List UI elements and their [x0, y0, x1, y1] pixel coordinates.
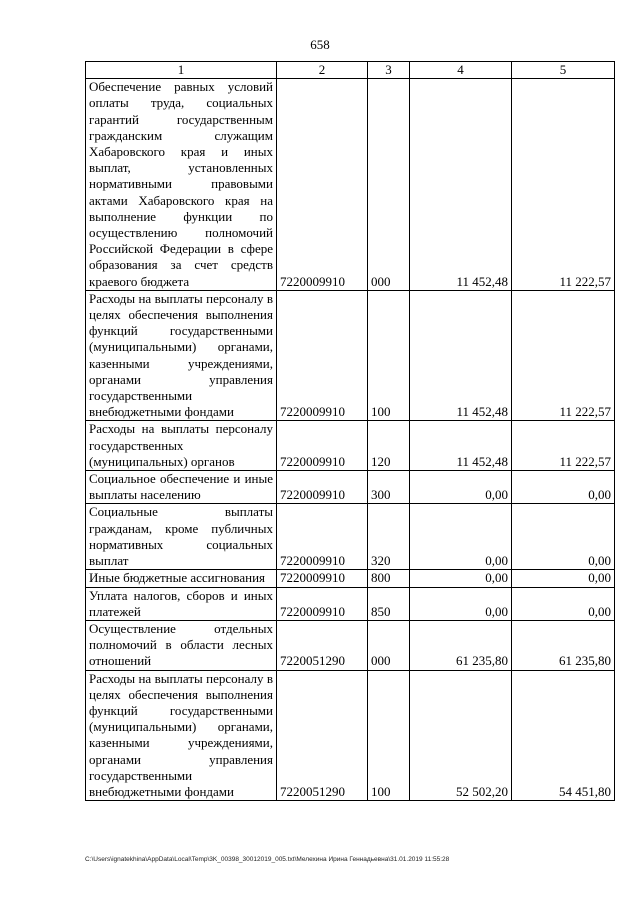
row-name: Иные бюджетные ассигнования [86, 570, 277, 587]
row-name: Социальное обеспечение и иные выплаты населению [86, 471, 277, 504]
column-header-2: 2 [277, 62, 368, 79]
row-value-2: 11 222,57 [512, 79, 615, 291]
row-value-2: 0,00 [512, 587, 615, 620]
row-value-1: 0,00 [410, 570, 512, 587]
row-name: Расходы на выплаты персоналу в целях обеспечения выполнения функций государственными (муниципальными) органами, казенными учреждениями, органами управления государственными внебюджетными фондами [86, 670, 277, 801]
header-row [86, 62, 615, 79]
row-name: Осуществление отдельных полномочий в области лесных отношений [86, 620, 277, 670]
row-target-code: 7220009910 [277, 587, 368, 620]
row-target-code: 7220051290 [277, 620, 368, 670]
row-expense-type: 000 [368, 620, 410, 670]
row-name: Обеспечение равных условий оплаты труда, социальных гарантий государственным гражданским служащим Хабаровского края и иных выплат, установленных нормативными правовыми актами Хабаровского края на выполнение функции по осуществлению полномочий Российской Федерации в сфере образования за счет средств краевого бюджета [86, 79, 277, 291]
row-target-code: 7220009910 [277, 79, 368, 291]
row-expense-type: 000 [368, 79, 410, 291]
row-value-2: 11 222,57 [512, 421, 615, 471]
row-value-2: 61 235,80 [512, 620, 615, 670]
row-expense-type: 100 [368, 290, 410, 421]
column-header-3: 3 [368, 62, 410, 79]
row-target-code: 7220009910 [277, 290, 368, 421]
column-header-4: 4 [410, 62, 512, 79]
table-row [86, 620, 615, 670]
table-row [86, 504, 615, 570]
row-name: Уплата налогов, сборов и иных платежей [86, 587, 277, 620]
table-row [86, 290, 615, 421]
row-expense-type: 320 [368, 504, 410, 570]
row-value-1: 0,00 [410, 504, 512, 570]
row-value-2: 0,00 [512, 504, 615, 570]
row-value-1: 0,00 [410, 471, 512, 504]
document-footer-path: C:\Users\ignatekhina\AppData\Local\Temp\3K_00398_30012019_005.txt\Мелехина Ирина Геннадьевна\31.01.2019 11:55:28 [85, 856, 450, 863]
row-value-2: 0,00 [512, 570, 615, 587]
table-row [86, 570, 615, 587]
row-value-2: 11 222,57 [512, 290, 615, 421]
row-target-code: 7220009910 [277, 570, 368, 587]
page-number: 658 [310, 37, 330, 52]
row-value-1: 52 502,20 [410, 670, 512, 801]
row-value-1: 61 235,80 [410, 620, 512, 670]
row-target-code: 7220009910 [277, 504, 368, 570]
column-header-5: 5 [512, 62, 615, 79]
table-row [86, 421, 615, 471]
row-value-1: 0,00 [410, 587, 512, 620]
row-value-1: 11 452,48 [410, 421, 512, 471]
table-row [86, 471, 615, 504]
row-name: Социальные выплаты гражданам, кроме публичных нормативных социальных выплат [86, 504, 277, 570]
row-value-2: 0,00 [512, 471, 615, 504]
row-target-code: 7220051290 [277, 670, 368, 801]
row-expense-type: 800 [368, 570, 410, 587]
row-expense-type: 850 [368, 587, 410, 620]
row-target-code: 7220009910 [277, 421, 368, 471]
budget-table [85, 61, 615, 801]
row-expense-type: 300 [368, 471, 410, 504]
table-row [86, 587, 615, 620]
row-target-code: 7220009910 [277, 471, 368, 504]
row-expense-type: 100 [368, 670, 410, 801]
row-value-1: 11 452,48 [410, 290, 512, 421]
row-name: Расходы на выплаты персоналу в целях обеспечения выполнения функций государственными (муниципальными) органами, казенными учреждениями, органами управления государственными внебюджетными фондами [86, 290, 277, 421]
row-expense-type: 120 [368, 421, 410, 471]
column-header-1: 1 [86, 62, 277, 79]
table-row [86, 79, 615, 291]
row-value-1: 11 452,48 [410, 79, 512, 291]
row-name: Расходы на выплаты персоналу государственных (муниципальных) органов [86, 421, 277, 471]
row-value-2: 54 451,80 [512, 670, 615, 801]
table-row [86, 670, 615, 801]
